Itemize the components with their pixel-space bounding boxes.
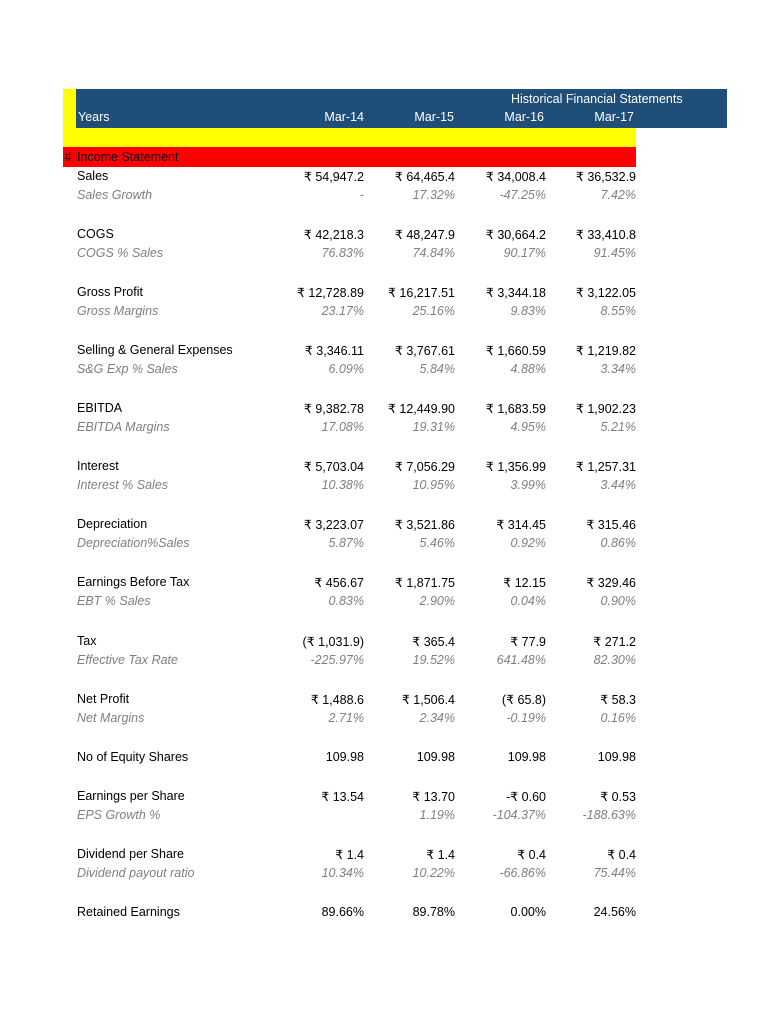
table-cell[interactable]: ₹ 315.46: [586, 518, 636, 532]
table-cell[interactable]: ₹ 3,521.86: [394, 518, 455, 532]
table-cell[interactable]: ₹ 42,218.3: [303, 228, 364, 242]
table-cell[interactable]: ₹ 77.9: [510, 635, 546, 649]
table-cell[interactable]: 89.78%: [412, 905, 455, 919]
table-cell[interactable]: 5.84%: [419, 362, 455, 376]
table-cell[interactable]: ₹ 5,703.04: [303, 460, 364, 474]
table-cell[interactable]: 89.66%: [321, 905, 364, 919]
metric-ratio-label[interactable]: EBITDA Margins: [77, 420, 170, 434]
table-cell[interactable]: 74.84%: [412, 246, 455, 260]
table-cell[interactable]: 0.16%: [600, 711, 636, 725]
table-cell[interactable]: 4.95%: [510, 420, 546, 434]
table-cell[interactable]: 641.48%: [496, 653, 546, 667]
table-cell[interactable]: 109.98: [325, 750, 364, 764]
table-cell[interactable]: 7.42%: [600, 188, 636, 202]
table-cell[interactable]: ₹ 36,532.9: [575, 170, 636, 184]
column-header[interactable]: Mar-16: [504, 110, 544, 124]
table-cell[interactable]: -₹ 0.60: [506, 790, 546, 804]
table-cell[interactable]: 0.86%: [600, 536, 636, 550]
table-cell[interactable]: 5.21%: [600, 420, 636, 434]
table-cell[interactable]: 5.87%: [328, 536, 364, 550]
table-cell[interactable]: 82.30%: [593, 653, 636, 667]
table-cell[interactable]: ₹ 3,346.11: [304, 344, 364, 358]
table-cell[interactable]: (₹ 1,031.9): [302, 635, 364, 649]
table-cell[interactable]: ₹ 3,223.07: [303, 518, 364, 532]
line-item-label[interactable]: COGS: [77, 227, 114, 241]
metric-ratio-label[interactable]: COGS % Sales: [77, 246, 164, 260]
table-cell[interactable]: ₹ 12,449.90: [387, 402, 455, 416]
table-cell[interactable]: ₹ 1,902.23: [575, 402, 636, 416]
table-cell[interactable]: 1.19%: [419, 808, 455, 822]
table-cell[interactable]: ₹ 1,506.4: [401, 693, 455, 707]
table-cell[interactable]: 0.92%: [510, 536, 546, 550]
table-cell[interactable]: ₹ 3,767.61: [394, 344, 455, 358]
table-cell[interactable]: ₹ 13.70: [412, 790, 455, 804]
table-cell[interactable]: ₹ 456.67: [314, 576, 364, 590]
line-item-label[interactable]: No of Equity Shares: [77, 750, 189, 764]
line-item-label[interactable]: EBITDA: [77, 401, 123, 415]
table-cell[interactable]: 19.31%: [412, 420, 455, 434]
table-cell[interactable]: -47.25%: [499, 188, 546, 202]
table-cell[interactable]: ₹ 58.3: [600, 693, 636, 707]
sheet-title: Historical Financial Statements: [511, 92, 683, 106]
table-cell[interactable]: 10.95%: [412, 478, 455, 492]
section-hash: #: [64, 150, 72, 164]
table-cell[interactable]: 19.52%: [412, 653, 455, 667]
metric-ratio-label[interactable]: Dividend payout ratio: [77, 866, 195, 880]
table-cell[interactable]: ₹ 1,356.99: [485, 460, 546, 474]
metric-ratio-label[interactable]: Depreciation%Sales: [77, 536, 190, 550]
table-cell[interactable]: ₹ 1,257.31: [575, 460, 636, 474]
table-cell[interactable]: 3.44%: [600, 478, 636, 492]
table-cell[interactable]: 91.45%: [593, 246, 636, 260]
table-cell[interactable]: ₹ 0.53: [600, 790, 636, 804]
line-item-label[interactable]: Dividend per Share: [77, 847, 185, 861]
table-cell[interactable]: ₹ 64,465.4: [394, 170, 455, 184]
table-cell[interactable]: ₹ 54,947.2: [303, 170, 364, 184]
table-cell[interactable]: ₹ 12.15: [503, 576, 546, 590]
table-cell[interactable]: -188.63%: [582, 808, 636, 822]
table-cell[interactable]: ₹ 33,410.8: [575, 228, 636, 242]
table-cell[interactable]: ₹ 7,056.29: [394, 460, 455, 474]
section-title: Income Statement: [77, 150, 179, 164]
table-cell[interactable]: 5.46%: [419, 536, 455, 550]
table-cell[interactable]: 90.17%: [503, 246, 546, 260]
line-item-label[interactable]: Tax: [77, 634, 97, 648]
table-cell[interactable]: 0.83%: [328, 594, 364, 608]
column-header[interactable]: Mar-15: [414, 110, 454, 124]
table-cell[interactable]: ₹ 3,344.18: [485, 286, 546, 300]
line-item-label[interactable]: Depreciation: [77, 517, 148, 531]
line-item-label[interactable]: Interest: [77, 459, 119, 473]
metric-ratio-label[interactable]: Net Margins: [77, 711, 145, 725]
table-cell[interactable]: ₹ 0.4: [607, 848, 636, 862]
table-cell[interactable]: ₹ 48,247.9: [394, 228, 455, 242]
table-cell[interactable]: 6.09%: [328, 362, 364, 376]
table-cell[interactable]: 10.22%: [412, 866, 455, 880]
line-item-label[interactable]: Earnings per Share: [77, 789, 185, 803]
table-cell[interactable]: ₹ 1,683.59: [485, 402, 546, 416]
table-cell[interactable]: ₹ 1.4: [335, 848, 364, 862]
table-cell[interactable]: 0.04%: [510, 594, 546, 608]
line-item-label[interactable]: Net Profit: [77, 692, 130, 706]
metric-ratio-label[interactable]: Interest % Sales: [77, 478, 169, 492]
line-item-label[interactable]: Retained Earnings: [77, 905, 180, 919]
table-cell[interactable]: ₹ 329.46: [586, 576, 636, 590]
table-cell[interactable]: 109.98: [507, 750, 546, 764]
table-cell[interactable]: (₹ 65.8): [501, 693, 546, 707]
table-cell[interactable]: 76.83%: [321, 246, 364, 260]
metric-ratio-label[interactable]: EPS Growth %: [77, 808, 161, 822]
table-cell[interactable]: ₹ 271.2: [593, 635, 636, 649]
line-item-label[interactable]: Gross Profit: [77, 285, 143, 299]
table-cell[interactable]: -0.19%: [506, 711, 546, 725]
table-cell[interactable]: 17.08%: [321, 420, 364, 434]
line-item-label[interactable]: Sales: [77, 169, 109, 183]
header-yellow-strip: [76, 128, 636, 147]
table-cell[interactable]: 2.34%: [419, 711, 455, 725]
table-cell[interactable]: 0.00%: [510, 905, 546, 919]
table-cell[interactable]: -: [359, 188, 364, 202]
table-cell[interactable]: ₹ 1,660.59: [485, 344, 546, 358]
table-cell[interactable]: 2.90%: [419, 594, 455, 608]
table-cell[interactable]: ₹ 34,008.4: [485, 170, 546, 184]
table-cell[interactable]: -104.37%: [492, 808, 546, 822]
table-cell[interactable]: ₹ 9,382.78: [303, 402, 364, 416]
table-cell[interactable]: 9.83%: [510, 304, 546, 318]
column-header[interactable]: Mar-14: [324, 110, 364, 124]
metric-ratio-label[interactable]: Sales Growth: [77, 188, 153, 202]
table-cell[interactable]: 0.90%: [600, 594, 636, 608]
table-cell[interactable]: 17.32%: [412, 188, 455, 202]
table-cell[interactable]: 10.34%: [321, 866, 364, 880]
header-yellow-marker: [63, 89, 76, 147]
table-cell[interactable]: 109.98: [597, 750, 636, 764]
metric-ratio-label[interactable]: S&G Exp % Sales: [77, 362, 178, 376]
table-cell[interactable]: ₹ 1,219.82: [575, 344, 636, 358]
table-cell[interactable]: ₹ 16,217.51: [387, 286, 455, 300]
metric-ratio-label[interactable]: EBT % Sales: [77, 594, 151, 608]
table-cell[interactable]: 23.17%: [321, 304, 364, 318]
years-label: Years: [78, 110, 110, 124]
table-cell[interactable]: ₹ 365.4: [412, 635, 455, 649]
table-cell[interactable]: 24.56%: [593, 905, 636, 919]
table-cell[interactable]: ₹ 1,871.75: [394, 576, 455, 590]
line-item-label[interactable]: Selling & General Expenses: [77, 343, 233, 357]
table-cell[interactable]: ₹ 1.4: [426, 848, 455, 862]
column-header[interactable]: Mar-17: [594, 110, 634, 124]
section-band: [63, 147, 636, 167]
table-cell[interactable]: -66.86%: [499, 866, 546, 880]
line-item-label[interactable]: Earnings Before Tax: [77, 575, 190, 589]
header-band: [76, 89, 727, 128]
table-cell[interactable]: 75.44%: [593, 866, 636, 880]
table-cell[interactable]: 8.55%: [600, 304, 636, 318]
table-cell[interactable]: 2.71%: [328, 711, 364, 725]
table-cell[interactable]: ₹ 3,122.05: [575, 286, 636, 300]
table-cell[interactable]: -225.97%: [310, 653, 364, 667]
table-cell[interactable]: ₹ 0.4: [517, 848, 546, 862]
table-cell[interactable]: 4.88%: [510, 362, 546, 376]
metric-ratio-label[interactable]: Gross Margins: [77, 304, 159, 318]
table-cell[interactable]: ₹ 314.45: [496, 518, 546, 532]
table-cell[interactable]: 10.38%: [321, 478, 364, 492]
table-cell[interactable]: ₹ 12,728.89: [296, 286, 364, 300]
metric-ratio-label[interactable]: Effective Tax Rate: [77, 653, 178, 667]
table-cell[interactable]: ₹ 30,664.2: [485, 228, 546, 242]
table-cell[interactable]: 109.98: [416, 750, 455, 764]
table-cell[interactable]: 3.34%: [600, 362, 636, 376]
table-cell[interactable]: ₹ 1,488.6: [310, 693, 364, 707]
table-cell[interactable]: 25.16%: [412, 304, 455, 318]
table-cell[interactable]: ₹ 13.54: [321, 790, 364, 804]
table-cell[interactable]: 3.99%: [510, 478, 546, 492]
